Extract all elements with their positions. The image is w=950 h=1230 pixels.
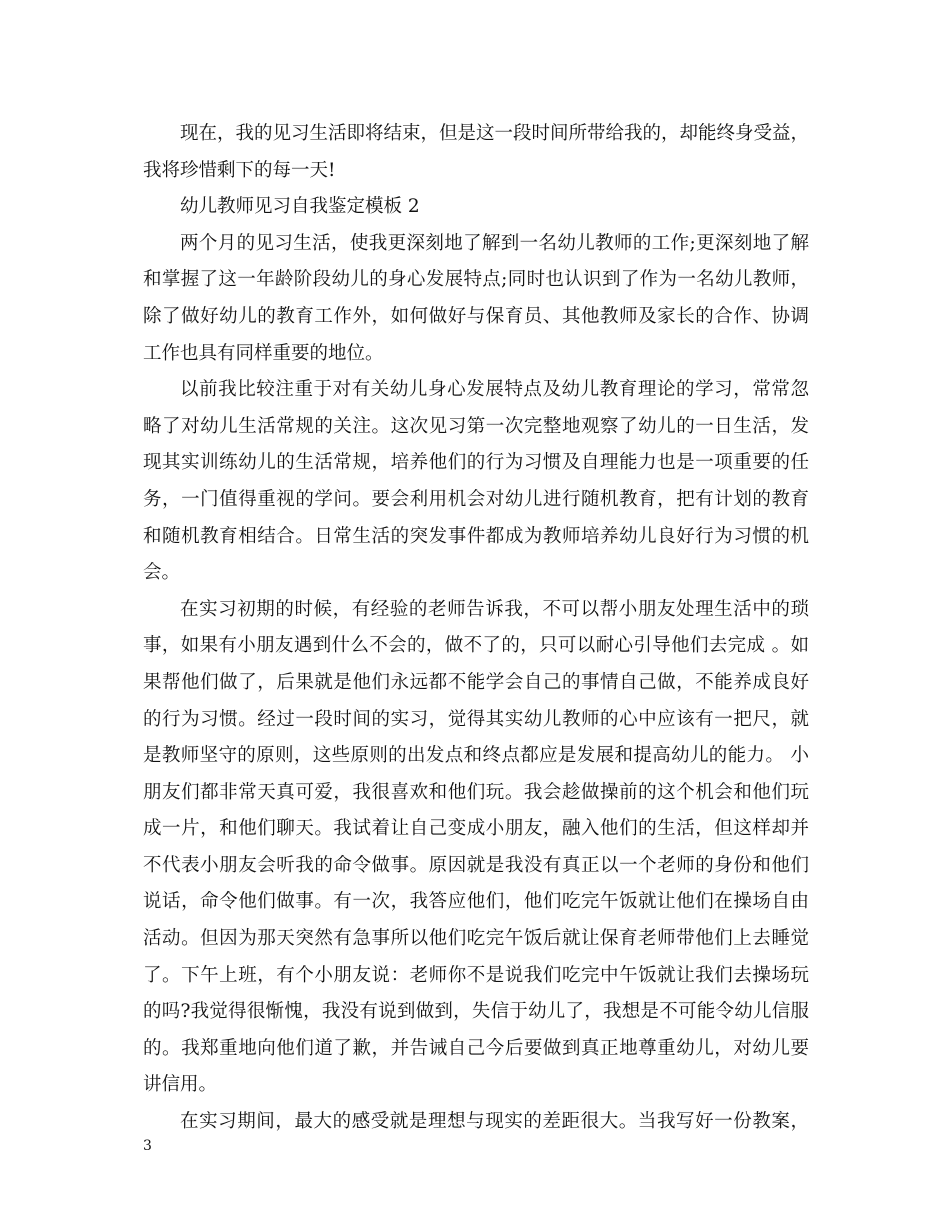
text-line: 我将珍惜剩下的每一天! bbox=[143, 159, 336, 181]
text-line: 了。下午上班，有个小朋友说：老师你不是说我们吃完中午饭就让我们去操场玩 bbox=[143, 964, 809, 986]
text-line: 工作也具有同样重要的地位。 bbox=[143, 342, 384, 364]
text-line: 事，如果有小朋友遇到什么不会的，做不了的，只可以耐心引导他们去完成 。如 bbox=[143, 635, 809, 657]
text-line: 略了对幼儿生活常规的关注。这次见习第一次完整地观察了幼儿的一日生活，发 bbox=[143, 415, 809, 437]
text-line: 讲信用。 bbox=[143, 1074, 218, 1096]
text-line: 成一片，和他们聊天。我试着让自己变成小朋友，融入他们的生活，但这样却并 bbox=[143, 818, 809, 840]
text-line: 和随机教育相结合。日常生活的突发事件都成为教师培养幼儿良好行为习惯的机 bbox=[143, 525, 809, 547]
page-number: 3 bbox=[143, 1138, 152, 1154]
text-line: 在实习初期的时候，有经验的老师告诉我，不可以帮小朋友处理生活中的琐 bbox=[180, 598, 809, 620]
text-line: 现在，我的见习生活即将结束，但是这一段时间所带给我的，却能终身受益， bbox=[180, 123, 809, 144]
text-line: 务，一门值得重视的学问。要会利用机会对幼儿进行随机教育，把有计划的教育 bbox=[143, 488, 809, 510]
text-line: 以前我比较注重于对有关幼儿身心发展特点及幼儿教育理论的学习，常常忽 bbox=[180, 379, 809, 401]
text-line: 是教师坚守的原则，这些原则的出发点和终点都应是发展和提高幼儿的能力。 小 bbox=[143, 745, 809, 767]
text-line: 说话，命令他们做事。有一次，我答应他们，他们吃完午饭就让他们在操场自由 bbox=[143, 891, 809, 913]
body-text bbox=[143, 116, 809, 1141]
text-line: 现其实训练幼儿的生活常规，培养他们的行为习惯及自理能力也是一项重要的任 bbox=[143, 452, 809, 474]
text-line: 的。我郑重地向他们道了歉，并告诫自己今后要做到真正地尊重幼儿，对幼儿要 bbox=[143, 1037, 809, 1059]
text-line: 除了做好幼儿的教育工作外，如何做好与保育员、其他教师及家长的合作、协调 bbox=[143, 305, 809, 327]
text-line: 幼儿教师见习自我鉴定模板 2 bbox=[180, 196, 420, 218]
text-line: 朋友们都非常天真可爱，我很喜欢和他们玩。我会趁做操前的这个机会和他们玩 bbox=[143, 781, 809, 803]
text-line: 会。 bbox=[143, 562, 181, 584]
text-line: 活动。但因为那天突然有急事所以他们吃完午饭后就让保育老师带他们上去睡觉 bbox=[143, 928, 809, 950]
text-line: 在实习期间，最大的感受就是理想与现实的差距很大。当我写好一份教案， bbox=[180, 1111, 809, 1133]
text-line: 的吗?我觉得很惭愧，我没有说到做到，失信于幼儿了，我想是不可能令幼儿信服 bbox=[143, 1001, 809, 1023]
text-line: 两个月的见习生活，使我更深刻地了解到一名幼儿教师的工作;更深刻地了解 bbox=[180, 232, 809, 254]
text-line: 和掌握了这一年龄阶段幼儿的身心发展特点;同时也认识到了作为一名幼儿教师， bbox=[143, 269, 809, 291]
text-line: 不代表小朋友会听我的命令做事。原因就是我没有真正以一个老师的身份和他们 bbox=[143, 854, 809, 876]
text-line: 果帮他们做了，后果就是他们永远都不能学会自己的事情自己做，不能养成良好 bbox=[143, 671, 809, 693]
text-line: 的行为习惯。经过一段时间的实习，觉得其实幼儿教师的心中应该有一把尺，就 bbox=[143, 708, 809, 730]
